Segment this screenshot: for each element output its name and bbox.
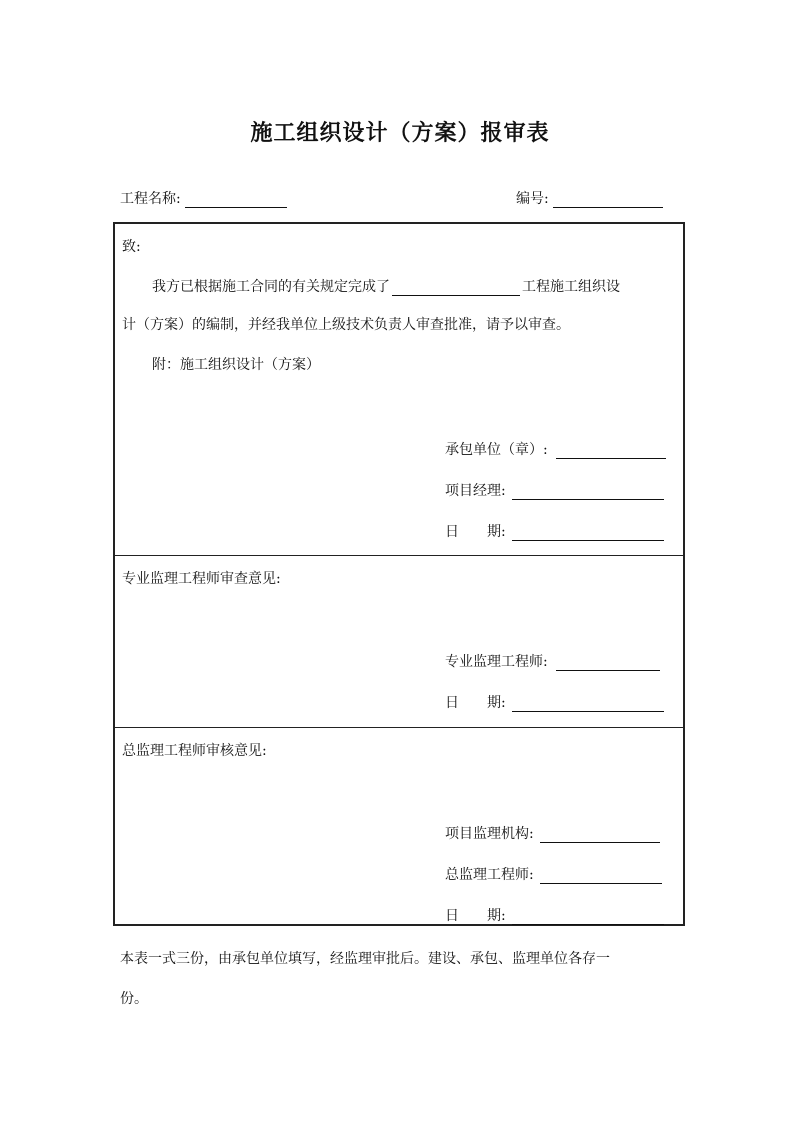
submission-date-blank[interactable] bbox=[512, 525, 664, 541]
number-field bbox=[516, 188, 663, 208]
specialist-date-blank[interactable] bbox=[512, 696, 664, 712]
contractor-row bbox=[445, 439, 666, 459]
project-manager-row bbox=[445, 480, 664, 500]
form-title: 施工组织设计（方案）报审表 bbox=[250, 121, 550, 146]
chief-date-row bbox=[445, 905, 664, 925]
chief-review-section bbox=[115, 728, 683, 924]
specialist-engineer-row bbox=[445, 651, 660, 671]
project-name-field bbox=[120, 188, 287, 208]
specialist-review-section bbox=[115, 556, 683, 728]
chief-engineer-row bbox=[445, 864, 662, 884]
body-line-1-end: 工程施工组织设 bbox=[522, 279, 620, 295]
contractor-label: 承包单位（章）: bbox=[445, 442, 548, 458]
chief-engineer-label: 总监理工程师: bbox=[445, 867, 534, 883]
chief-engineer-blank[interactable] bbox=[540, 868, 662, 884]
body-line-1 bbox=[152, 276, 620, 296]
specialist-engineer-blank[interactable] bbox=[556, 655, 660, 671]
body-line-2: 计（方案）的编制，并经我单位上级技术负责人审查批准，请予以审查。 bbox=[122, 317, 570, 333]
number-label: 编号: bbox=[516, 191, 549, 207]
project-name-label: 工程名称: bbox=[120, 191, 181, 207]
institution-row bbox=[445, 823, 660, 843]
specialist-engineer-label: 专业监理工程师: bbox=[445, 654, 548, 670]
chief-heading: 总监理工程师审核意见: bbox=[122, 743, 267, 759]
footnote-line-2: 份。 bbox=[120, 991, 148, 1007]
form-table bbox=[113, 222, 685, 926]
chief-date-blank[interactable] bbox=[512, 909, 664, 925]
submission-section bbox=[115, 224, 683, 556]
chief-date-label: 日 期: bbox=[445, 908, 506, 924]
specialist-date-row bbox=[445, 692, 664, 712]
attachment-line: 附：施工组织设计（方案） bbox=[152, 357, 320, 373]
project-manager-label: 项目经理: bbox=[445, 483, 506, 499]
contractor-blank[interactable] bbox=[556, 443, 666, 459]
number-blank[interactable] bbox=[553, 193, 663, 208]
project-name-blank[interactable] bbox=[185, 193, 287, 208]
submission-date-row bbox=[445, 521, 664, 541]
institution-blank[interactable] bbox=[540, 827, 660, 843]
footnote-line-1: 本表一式三份，由承包单位填写，经监理审批后。建设、承包、监理单位各存一 bbox=[120, 951, 610, 967]
specialist-date-label: 日 期: bbox=[445, 695, 506, 711]
body-line-1-start: 我方已根据施工合同的有关规定完成了 bbox=[152, 279, 390, 295]
institution-label: 项目监理机构: bbox=[445, 826, 534, 842]
submission-date-label: 日 期: bbox=[445, 524, 506, 540]
specialist-heading: 专业监理工程师审查意见: bbox=[122, 571, 281, 587]
to-label: 致: bbox=[122, 239, 141, 255]
project-manager-blank[interactable] bbox=[512, 484, 664, 500]
completed-project-blank[interactable] bbox=[392, 280, 520, 296]
